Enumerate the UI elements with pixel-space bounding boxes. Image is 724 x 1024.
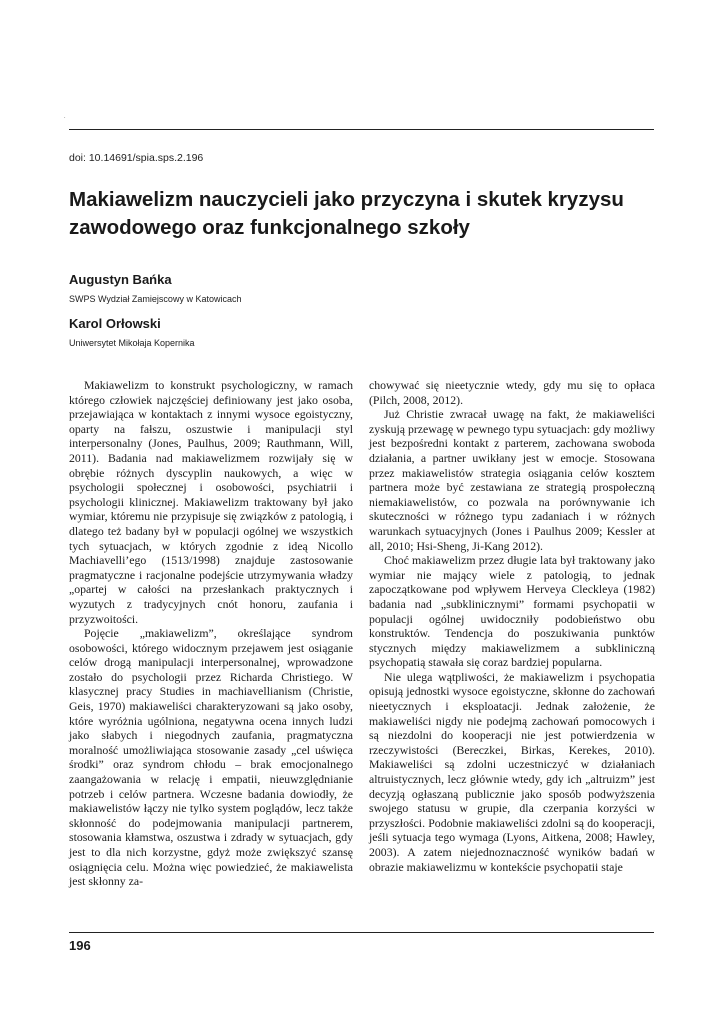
paragraph: Pojęcie „makiawelizm”, określające syndrom osobowości, którego widocznym przejawem jest osiąganie celów drogą manipulacji interpersonalnej, wprowadzone zostało do psychologii przez Richarda Christiego. W klasycznej pracy Studies in machiavellianism (Christie, Geis, 1970) makiaweliści charakteryzowani są jako osoby, które wyróżnia ugólniona, negatywna ocena innych ludzi jako słabych i niegodnych zaufania, pragmatyczna moralność umożliwiająca stosowanie zasady „cel uświęca środki” oraz syndrom chłodu – brak emocjonalnego zaangażowania w relację i empatii, nieuwzględnianie potrzeb i celów partnera. Wczesne badania dowiodły, że makiawelistów łączy nie tylko system poglądów, lecz także skłonność do podejmowania manipulacji partnerem, stosowania kłamstwa, oszustwa i zdrady w sytuacjach, gdy jest to dla nich korzystne, gdyż może zwiększyć szansę osiągnięcia celu. Można więc powiedzieć, że makiawelista jest skłonny za- [69,626,353,889]
author-affiliation: SWPS Wydział Zamiejscowy w Katowicach [69,294,242,304]
author-name: Karol Orłowski [69,316,161,331]
paragraph-continuation: chowywać się nieetycznie wtedy, gdy mu się to opłaca (Pilch, 2008, 2012). [369,378,655,407]
page-number: 196 [69,938,91,953]
author-name: Augustyn Bańka [69,272,172,287]
paragraph: Makiawelizm to konstrukt psychologiczny, w ramach którego człowiek najczęściej definiowany jest jako osoba, przejawiająca w kontaktach z innymi wysoce egoistyczny, oparty na fałszu, oszustwie i manipulacji styl interpersonalny (Jones, Paulhus, 2009; Rauthmann, Will, 2011). Badania nad makiawelizmem rozwijały się w obrębie różnych dyscyplin naukowych, a więc w psychologii społecznej i osobowości, psychiatrii i psychologii klinicznej. Makiawelizm traktowany był jako wymiar, któremu nie przypisuje się związków z patologią, i dlatego też badany był w populacji ogólnej we wszystkich tych sytuacjach, w których zgodnie z ideą Nicollo Machiavelli’ego (1513/1998) znajduje zastosowanie pragmatyczne i racjonalne podejście utrzymywania władzy „opartej w całości na przesłankach praktycznych i wyzutych z tradycyjnych cnót honoru, zaufania i przyzwoitości. [69,378,353,626]
body-column-left [69,378,353,889]
doi: doi: 10.14691/spia.sps.2.196 [69,152,204,164]
paragraph: Choć makiawelizm przez długie lata był traktowany jako wymiar nie mający wiele z patologią, to jednak zapoczątkowane pod wpływem Herveya Cleckleya (1982) badania nad „subklinicznymi” formami psychopatii w populacji ogólnej uwidoczniły podobieństwo obu konstruktów. Tendencja do poszukiwania punktów stycznych między makiawelizmem a subkliniczną psychopatią stawała się coraz bardziej popularna. [369,553,655,670]
footer-rule [69,932,654,933]
header-rule [69,129,654,130]
header-dot: . [64,114,66,120]
author-affiliation: Uniwersytet Mikołaja Kopernika [69,338,195,348]
article-title: Makiawelizm nauczycieli jako przyczyna i skutek kryzysu zawodowego oraz funkcjonalnego szkoły [69,188,624,239]
paragraph: Nie ulega wątpliwości, że makiawelizm i psychopatia opisują jednostki wysoce egoistyczne, skłonne do zachowań nieetycznych i eksploatacji. Jednak założenie, że makiaweliści nigdy nie podejmą zachowań pomocowych i są niezdolni do kooperacji nie jest potwierdzenia w rzeczywistości (Bereczkei, Birkas, Kerekes, 2010). Makiaweliści są zdolni uczestniczyć w działaniach altruistycznych, lecz głównie wtedy, gdy ich „altruizm” jest decyzją ogłaszaną publicznie jako sposób podwyższenia swojego statusu w grupie, dla czerpania korzyści w przyszłości. Podobnie makiaweliści zdolni są do kooperacji, jeśli sytuacja tego wymaga (Lyons, Aitkena, 2008; Hawley, 2003). A zatem niejednoznaczność wyników badań w obrazie makiawelizmu w kontekście psychopatii staje [369,669,655,874]
paragraph: Już Christie zwracał uwagę na fakt, że makiaweliści zyskują przewagę w pewnego typu sytuacjach: gdy możliwy jest bezpośredni kontakt z parterem, zachowana swoboda działania, a partner uwikłany jest w emocje. Stosowana przez makiawelistów strategia osiągania celów kosztem partnera może być zestawiana ze strategią prospołeczną niemakiawelistów, co pozwala na porównywanie ich skuteczności w różnego typu zadaniach i w różnych warunkach sytuacyjnych (Jones i Paulhus 2009; Kessler at all, 2010; Hsi-Sheng, Ji-Kang 2012). [369,407,655,553]
body-column-right [369,378,655,874]
